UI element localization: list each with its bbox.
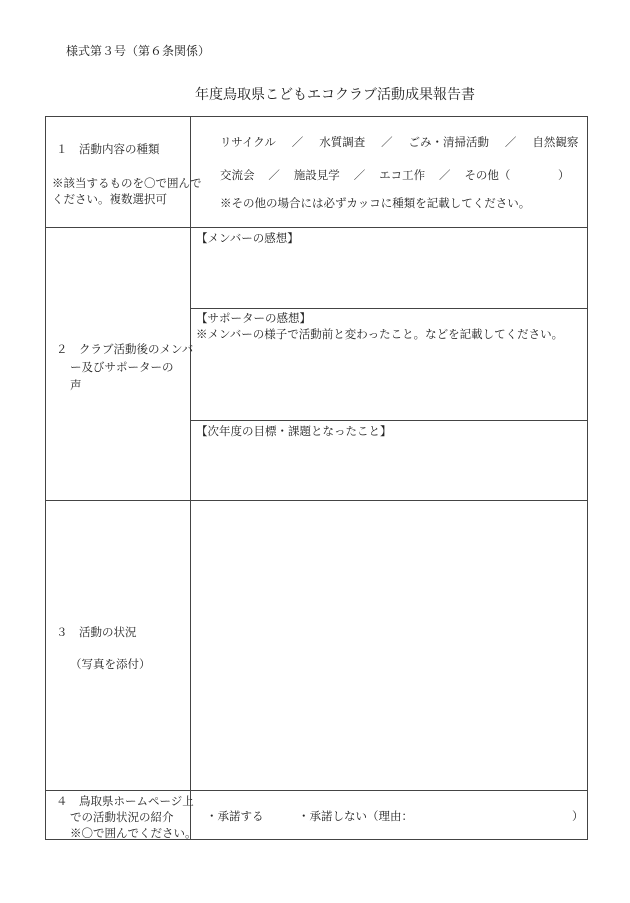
section1-note-line1: ※該当するものを〇で囲んで: [52, 176, 202, 190]
member-impressions-field[interactable]: [191, 248, 587, 306]
supporter-impressions-note: ※メンバーの様子で活動前と変わったこと。などを記載してください。: [196, 327, 564, 341]
section1-note-line2: ください。複数選択可: [52, 192, 167, 206]
activity-options-row1: [220, 135, 578, 149]
separator: ／: [504, 135, 517, 149]
section2-label-line2: ー及びサポーターの: [70, 360, 174, 374]
separator: ／: [268, 168, 280, 182]
form-number: 様式第３号（第６条関係）: [66, 44, 211, 58]
separator: ／: [291, 135, 304, 149]
document-title: 年度鳥取県こどもエコクラブ活動成果報告書: [195, 87, 475, 103]
section4-label-line1: ４ 鳥取県ホームページ上: [56, 794, 194, 808]
supporter-impressions-heading: 【サポーターの感想】: [196, 311, 311, 325]
option-facility-tour[interactable]: 施設見学: [293, 168, 340, 182]
activity-options-row2: [220, 168, 510, 182]
section1-label: １ 活動内容の種類: [56, 142, 160, 156]
next-year-goals-heading: 【次年度の目標・課題となったこと】: [196, 424, 392, 438]
subrow-divider-2: [190, 420, 588, 421]
section2-label-line3: 声: [70, 378, 82, 392]
section3-label: ３ 活動の状況: [56, 625, 137, 639]
next-year-goals-field[interactable]: [191, 441, 587, 498]
separator: ／: [353, 168, 366, 182]
row-divider-1: [45, 227, 588, 228]
option-recycle[interactable]: リサイクル: [220, 135, 276, 149]
disagree-reason-field[interactable]: [410, 806, 570, 826]
member-impressions-heading: 【メンバーの感想】: [196, 231, 299, 245]
option-disagree[interactable]: ・承諾しない（理由：: [298, 809, 413, 823]
section4-label-line3: ※〇で囲んでください。: [70, 826, 197, 840]
section2-label-line1: ２ クラブ活動後のメンバ: [56, 342, 194, 356]
option-eco-craft[interactable]: エコ工作: [379, 168, 426, 182]
option-nature-watch[interactable]: 自然観察: [532, 135, 579, 149]
row-divider-3: [45, 790, 588, 791]
option-water-survey[interactable]: 水質調査: [319, 135, 366, 149]
row-divider-2: [45, 500, 588, 501]
option-agree[interactable]: ・承諾する: [206, 809, 264, 823]
separator: ／: [381, 135, 393, 149]
separator: ／: [439, 168, 451, 182]
supporter-impressions-field[interactable]: [191, 344, 587, 418]
section3-sublabel: （写真を添付）: [70, 657, 151, 671]
reason-close-paren: ）: [572, 809, 584, 823]
option-other[interactable]: その他（: [464, 168, 511, 182]
section4-label-line2: での活動状況の紹介: [70, 810, 174, 824]
section1-other-note: ※その他の場合には必ずカッコに種類を記載してください。: [220, 196, 531, 210]
other-close-paren: ）: [558, 168, 570, 182]
photo-attachment-area[interactable]: [191, 502, 587, 789]
option-cleanup[interactable]: ごみ・清掃活動: [408, 135, 490, 149]
option-exchange[interactable]: 交流会: [220, 168, 255, 182]
subrow-divider-1: [190, 308, 588, 309]
